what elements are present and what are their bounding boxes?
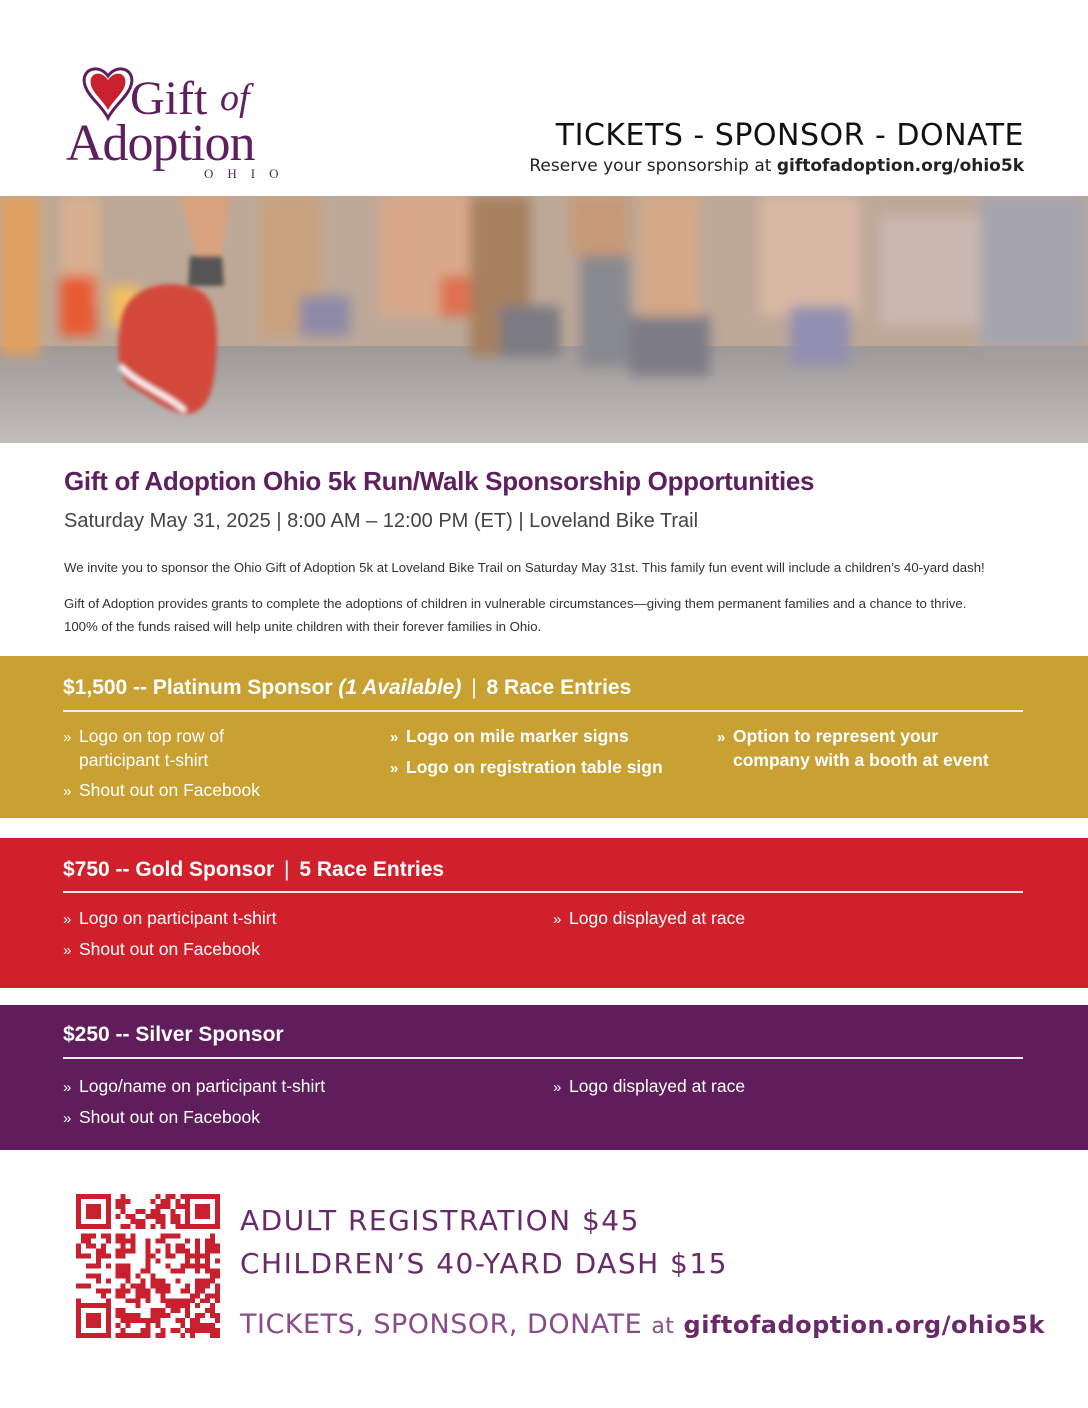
silver-sponsor-band [0,1005,1088,1150]
footer-cta-at: at [651,1314,675,1339]
bullet-chevron-icon: » [717,729,726,746]
reserve-text: Reserve your sponsorship at [529,156,772,176]
silver-benefit-facebook: » Shout out on Facebook [63,1106,260,1130]
intro-title: Gift of Adoption Ohio 5k Run/Walk Sponsorship Opportunities [64,466,815,496]
platinum-header [63,676,631,700]
header-title: TICKETS - SPONSOR - DONATE [555,118,1024,153]
platinum-benefit-mile-marker: » Logo on mile marker signs [390,725,629,749]
bullet-chevron-icon: » [63,911,72,928]
bullet-chevron-icon: » [553,911,562,928]
logo-ohio-text: OHIO [204,166,293,181]
intro-paragraph-2 [64,592,1024,638]
silver-price-name: $250 -- Silver Sponsor [63,1023,284,1046]
header-separator: | [284,858,290,881]
platinum-price-name: $1,500 -- Platinum Sponsor [63,676,333,699]
intro-paragraph-1: We invite you to sponsor the Ohio Gift of Adoption 5k at Loveland Bike Trail on Saturday May 31st. This family fun event will include a children’s 40-yard dash! [64,560,985,575]
header-separator: | [471,676,477,699]
hero-runners-photo [0,196,1088,443]
header-reserve-line [529,156,1024,176]
event-date-line: Saturday May 31, 2025 | 8:00 AM – 12:00 PM (ET) | Loveland Bike Trail [64,510,699,532]
platinum-divider [63,710,1023,712]
bullet-chevron-icon: » [63,783,72,800]
heart-icon [84,69,132,118]
platinum-benefit-facebook: » Shout out on Facebook [63,779,260,803]
gold-header [63,858,444,882]
qr-code[interactable] [76,1194,220,1338]
gold-benefit-logo-race: » Logo displayed at race [553,907,745,931]
gift-of-adoption-logo [64,66,314,184]
gold-price-name: $750 -- Gold Sponsor [63,858,275,881]
logo-of-text: of [220,77,250,119]
adult-registration-price: ADULT REGISTRATION $45 [240,1204,640,1237]
gold-sponsor-band [0,838,1088,988]
platinum-benefit-registration-table: » Logo on registration table sign [390,756,663,780]
footer-cta-text: TICKETS, SPONSOR, DONATE [240,1309,643,1340]
footer-cta [240,1309,1045,1340]
platinum-benefit-logo-top-row: » Logo on top row of participant t-shirt [63,726,224,770]
silver-header [63,1023,284,1047]
bullet-chevron-icon: » [63,1110,72,1127]
bullet-chevron-icon: » [553,1079,562,1096]
silver-divider [63,1057,1023,1059]
silver-benefit-logo-race: » Logo displayed at race [553,1075,745,1099]
platinum-availability: (1 Available) [338,676,462,699]
children-dash-price: CHILDREN’S 40-YARD DASH $15 [240,1247,728,1280]
bullet-chevron-icon: » [390,729,399,746]
reserve-url-link[interactable]: giftofadoption.org/ohio5k [776,156,1024,176]
logo-gift-text: Gift [130,72,208,125]
intro-paragraph-2-line-2: 100% of the funds raised will help unite children with their forever families in Ohio. [64,619,542,634]
logo-adoption-text: Adoption [66,115,255,172]
platinum-sponsor-band [0,656,1088,818]
platinum-benefit-booth: » Option to represent your company with a booth at event [717,726,989,770]
bullet-chevron-icon: » [63,1079,72,1096]
footer-cta-url-link[interactable]: giftofadoption.org/ohio5k [683,1311,1045,1339]
bullet-chevron-icon: » [63,942,72,959]
platinum-entries: 8 Race Entries [486,676,632,699]
gold-benefit-facebook: » Shout out on Facebook [63,938,260,962]
bullet-chevron-icon: » [390,760,399,777]
intro-paragraph-2-line-1: Gift of Adoption provides grants to complete the adoptions of children in vulnerable circumstances—giving them permanent families and a chance to thrive. [64,596,967,611]
gold-divider [63,891,1023,893]
bullet-chevron-icon: » [63,729,72,746]
silver-benefit-tshirt: » Logo/name on participant t-shirt [63,1075,325,1099]
gold-entries: 5 Race Entries [299,858,445,881]
gold-benefit-tshirt: » Logo on participant t-shirt [63,907,276,931]
